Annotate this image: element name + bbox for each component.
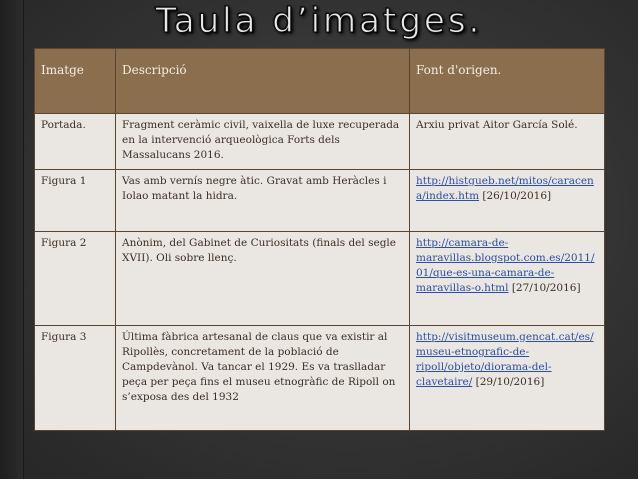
source-link[interactable]: http://visitmuseum.gencat.cat/es/museu-etnografic-de-ripoll/objeto/diorama-del-clavetaire/ — [416, 331, 594, 388]
cell-description: Anònim, del Gabinet de Curiositats (finals del segle XVII). Oli sobre llenç. — [116, 232, 410, 326]
slide-left-bar — [0, 0, 24, 479]
source-date: [29/10/2016] — [475, 376, 545, 388]
table-row — [35, 326, 605, 431]
source-link[interactable]: http://camara-de-maravillas.blogspot.com.es/2011/01/que-es-una-camara-de-maravillas-o.html — [416, 237, 595, 294]
cell-source — [410, 114, 605, 170]
table-row — [35, 114, 605, 170]
header-source: Font d'origen. — [410, 49, 605, 114]
slide-title: Taula d’imatges. — [155, 1, 483, 41]
source-text: Arxiu privat Aitor García Solé. — [416, 119, 578, 131]
cell-description: Vas amb vernís negre àtic. Gravat amb Heràcles i Iolao matant la hidra. — [116, 170, 410, 232]
cell-description: Fragment ceràmic civil, vaixella de luxe recuperada en la intervenció arqueològica Forts dels Massalucans 2016. — [116, 114, 410, 170]
table-row — [35, 170, 605, 232]
images-table — [34, 48, 605, 431]
header-image: Imatge — [35, 49, 116, 114]
cell-source — [410, 170, 605, 232]
cell-image: Figura 1 — [35, 170, 116, 232]
cell-description: Última fàbrica artesanal de claus que va existir al Ripollès, concretament de la població de Campdevànol. Va tancar el 1929. Es va traslladar peça per peça fins el museu etnogràfic de Ripoll on s’exposa des del 1932 — [116, 326, 410, 431]
cell-source — [410, 326, 605, 431]
source-date: [27/10/2016] — [511, 282, 581, 294]
cell-image: Figura 3 — [35, 326, 116, 431]
source-date: [26/10/2016] — [482, 190, 552, 202]
table-row — [35, 232, 605, 326]
cell-source — [410, 232, 605, 326]
source-link[interactable]: http://histgueb.net/mitos/caracena/index.htm — [416, 175, 594, 202]
cell-image: Figura 2 — [35, 232, 116, 326]
table-header-row — [35, 49, 605, 114]
header-description: Descripció — [116, 49, 410, 114]
cell-image: Portada. — [35, 114, 116, 170]
